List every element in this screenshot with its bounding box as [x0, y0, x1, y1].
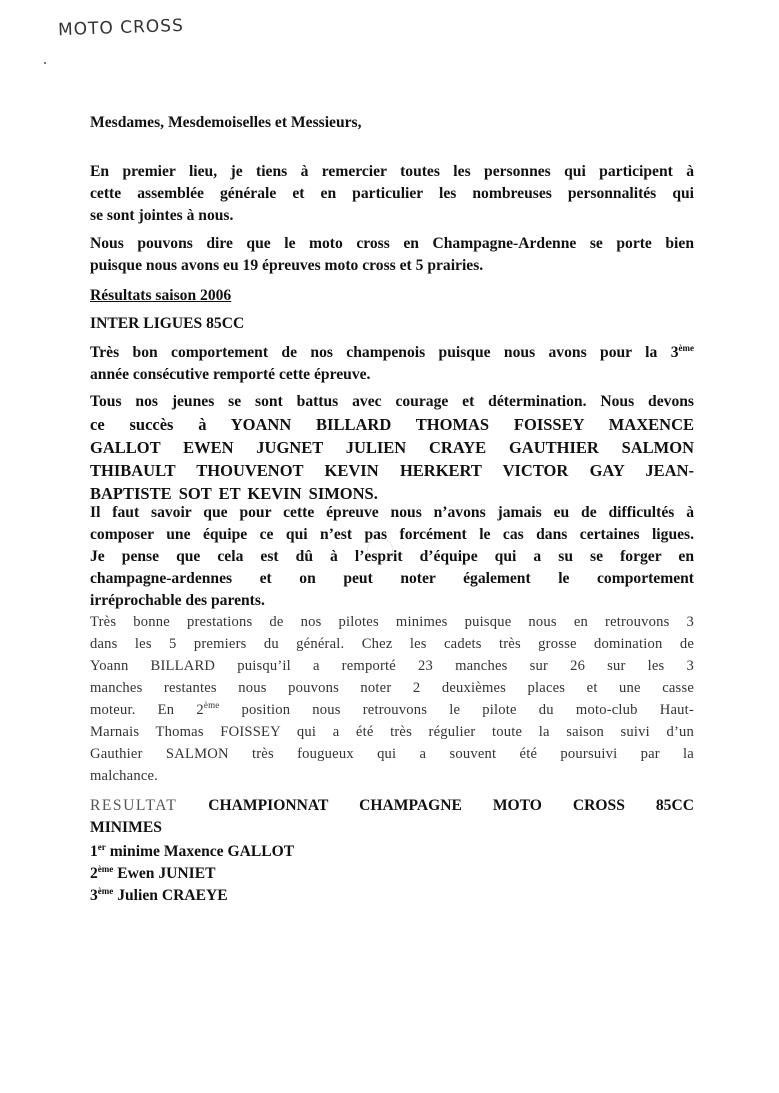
superscript: ème — [678, 342, 694, 353]
prestations-line: dans les 5 premiers du général. Chez les cadets très grosse domination de — [90, 636, 694, 652]
prestations-line: Très bonne prestations de nos pilotes minimes puisque nous en retrouvons 3 — [90, 614, 694, 630]
rank-number: 2 — [90, 865, 98, 882]
ranking-item — [90, 885, 694, 907]
prestations-text: position nous retrouvons le pilote du moto-club Haut- — [219, 702, 694, 718]
youth-line: Tous nos jeunes se sont battus avec courage et détermination. Nous devons — [90, 393, 694, 410]
behaviour-line: année consécutive remporté cette épreuve. — [90, 366, 371, 383]
rank-text: Julien CRAEYE — [113, 887, 228, 904]
youth-names-line: ce succès à YOANN BILLARD THOMAS FOISSEY MAXENCE — [90, 415, 694, 434]
championship-heading — [90, 795, 694, 839]
rank-number: 1 — [90, 843, 98, 860]
youth-names-line: GALLOT EWEN JUGNET JULIEN CRAYE GAUTHIER SALMON — [90, 438, 694, 457]
team-line: composer une équipe ce qui n’est pas forcément le cas dans certaines ligues. — [90, 526, 694, 543]
intro-paragraph — [90, 161, 694, 227]
rank-text: Ewen JUNIET — [113, 865, 216, 882]
championship-category: MINIMES — [90, 819, 162, 836]
prestations-line: manches restantes nous pouvons noter 2 deuxièmes places et une casse — [90, 680, 694, 696]
results-heading: Résultats saison 2006 — [90, 287, 232, 304]
superscript: ème — [203, 700, 220, 711]
health-line: Nous pouvons dire que le moto cross en Champagne-Ardenne se porte bien — [90, 235, 694, 252]
prestations-line: malchance. — [90, 768, 159, 784]
health-paragraph — [90, 233, 694, 277]
ranking-list — [90, 841, 694, 907]
salutation: Mesdames, Mesdemoiselles et Messieurs, — [90, 114, 362, 131]
rank-suffix: ème — [97, 885, 114, 896]
team-paragraph — [90, 502, 694, 612]
resultat-word: RESULTAT — [90, 797, 178, 814]
prestations-text: moteur. En 2 — [90, 702, 204, 718]
intro-line: En premier lieu, je tiens à remercier toutes les personnes qui participent à — [90, 163, 694, 180]
rank-suffix: ème — [97, 863, 114, 874]
prestations-line: Gauthier SALMON très fougueux qui a souvent été poursuivi par la — [90, 746, 694, 762]
prestations-paragraph — [90, 611, 694, 787]
intro-line: se sont jointes à nous. — [90, 207, 234, 224]
inter-ligues-heading: INTER LIGUES 85CC — [90, 315, 245, 332]
youth-names-line: BAPTISTE SOT ET KEVIN SIMONS. — [90, 484, 378, 503]
behaviour-text: Très bon comportement de nos champenois puisque nous avons pour la 3 — [90, 344, 679, 361]
ranking-item — [90, 863, 694, 885]
team-line: Je pense que cela est dû à l’esprit d’équipe qui a su se forger en — [90, 548, 694, 565]
handwritten-title: MOTO CROSS — [57, 15, 185, 41]
youth-paragraph — [90, 391, 694, 505]
rank-text: minime Maxence GALLOT — [105, 843, 295, 860]
rank-suffix: er — [97, 841, 106, 852]
team-line: irréprochable des parents. — [90, 592, 265, 609]
rank-number: 3 — [90, 887, 98, 904]
ranking-item — [90, 841, 694, 863]
health-line: puisque nous avons eu 19 épreuves moto cross et 5 prairies. — [90, 257, 484, 274]
team-line: champagne-ardennes et on peut noter également le comportement — [90, 570, 694, 587]
prestations-line: Yoann BILLARD puisqu’il a remporté 23 manches sur 26 sur les 3 — [90, 658, 694, 674]
team-line: Il faut savoir que pour cette épreuve nous n’avons jamais eu de difficultés à — [90, 504, 694, 521]
behaviour-paragraph — [90, 342, 694, 386]
scan-speck — [44, 62, 46, 64]
prestations-line: Marnais Thomas FOISSEY qui a été très régulier toute la saison suivi d’un — [90, 724, 694, 740]
intro-line: cette assemblée générale et en particulier les nombreuses personnalités qui — [90, 185, 694, 202]
youth-names-line: THIBAULT THOUVENOT KEVIN HERKERT VICTOR GAY JEAN- — [90, 461, 694, 480]
championship-title: CHAMPIONNAT CHAMPAGNE MOTO CROSS 85CC — [177, 797, 694, 814]
